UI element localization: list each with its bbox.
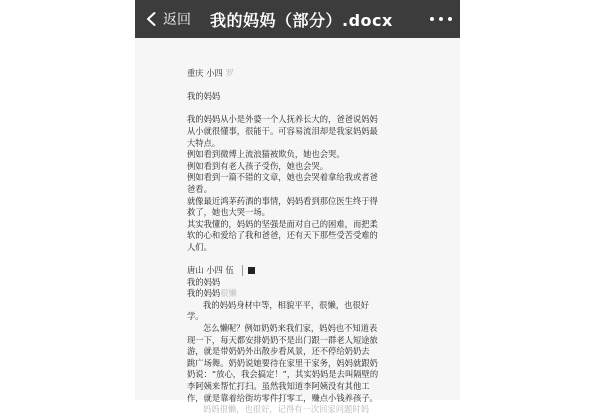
document-body	[187, 68, 417, 416]
essay1-author-faint: 罗	[225, 68, 234, 78]
more-dots-icon	[430, 17, 434, 21]
essay2-title-repeat: 我的妈妈很懒	[187, 288, 237, 299]
document-view[interactable]	[135, 38, 460, 415]
essay1-line: 救了，她也大哭一场。	[187, 207, 270, 218]
essay2-line: 学。	[187, 311, 204, 322]
essay1-line: 例如看到有老人孩子受伤，她也会哭。	[187, 160, 329, 171]
essay2-line: 我的妈妈身材中等，相貌平平，很懒，也很好	[203, 299, 369, 310]
redaction-block	[248, 267, 255, 274]
essay1-line: 大特点。	[187, 137, 221, 148]
essay1-line: 软的心和爱给了我和爸爸，还有天下那些受苦受难的	[187, 230, 378, 241]
essay1-line: 例如看到微博上流浪猫被欺负，她也会哭。	[187, 149, 345, 160]
essay1-line: 我的妈妈从小是外婆一个人抚养长大的，爸爸说妈妈	[187, 114, 378, 125]
page-title: 我的妈妈（部分）.docx	[210, 11, 393, 30]
essay1-line: 爸看。	[187, 183, 212, 194]
back-label: 返回	[163, 12, 191, 28]
chevron-left-icon	[143, 10, 161, 28]
essay2-line: 奶说：“放心，我会搞定！”，其实妈妈是去叫隔壁的	[187, 369, 379, 380]
essay1-line: 其实我懂的，妈妈的坚强是面对自己的困难，而把柔	[187, 218, 378, 229]
essay1-line: 就像最近鸿茅药酒的事情，妈妈看到那位医生终于得	[187, 195, 378, 206]
essay2-line: 现一下，每天都安排奶奶不是出门跟一群老人短途旅	[187, 334, 378, 345]
essay2-line: 怎么懒呢？例如奶奶来我们家，妈妈也不知道表	[203, 323, 378, 334]
essay2-line: 跳广场舞。奶奶说她要待在家里干家务，妈妈就跟奶	[187, 357, 378, 368]
more-options-button[interactable]	[430, 9, 452, 29]
essay1-title: 我的妈妈	[187, 91, 221, 102]
essay2-line: 作，就是靠着给街坊零件打零工，赚点小钱养孩子。	[187, 392, 378, 403]
essay1-line: 例如看到一篇不错的文章，她也会哭着拿给我或者爸	[187, 172, 378, 183]
essay2-line-faint: 妈妈很懒，也很好，记得有一次回家问题时妈	[203, 404, 369, 415]
essay2-line: 李阿姨来帮忙打扫。虽然我知道李阿姨没有其他工	[187, 381, 370, 392]
essay2-line: 游，就是带奶奶外出散步看风景，还不停给奶奶去	[187, 346, 370, 357]
essay1-line: 人们。	[187, 241, 212, 252]
essay2-title: 我的妈妈	[187, 276, 221, 287]
text-cursor	[242, 265, 243, 276]
essay2-title-faint: 很懒	[220, 288, 237, 299]
back-button[interactable]	[135, 9, 191, 29]
top-nav-bar	[135, 0, 460, 38]
essay1-author: 重庆 小四 罗	[187, 68, 234, 78]
essay1-line: 从小就很懂事，很能干。可容易流泪却是我家妈妈最	[187, 125, 378, 136]
essay2-author: 唐山 小四 伍	[187, 265, 417, 277]
